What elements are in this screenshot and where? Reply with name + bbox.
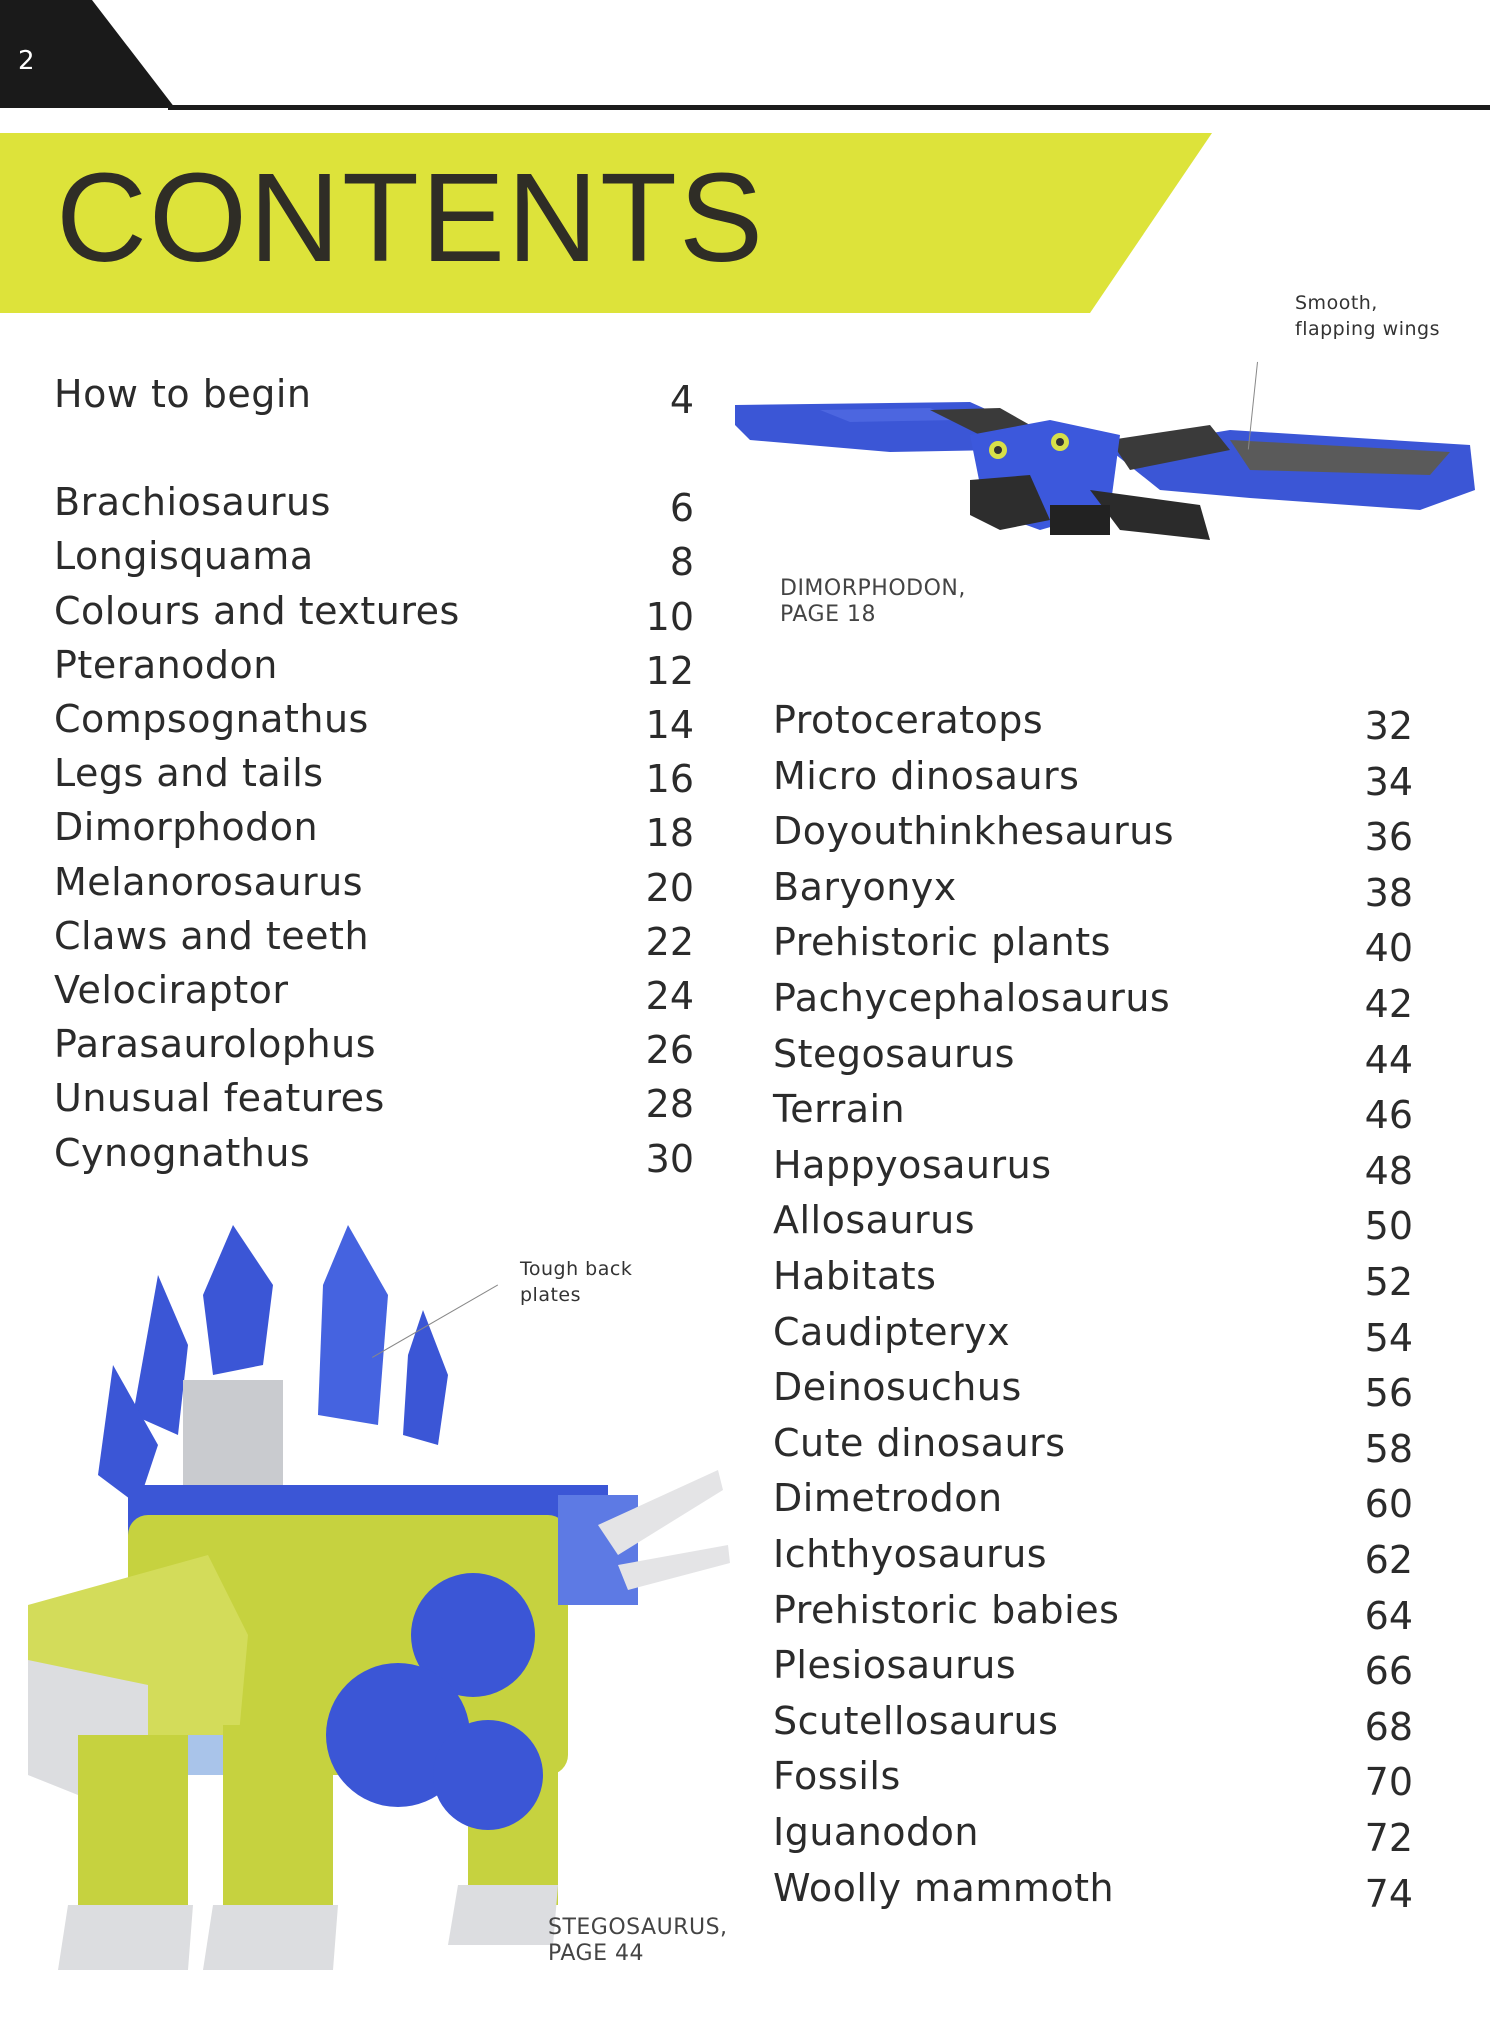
- toc-entry[interactable]: [773, 920, 1413, 974]
- toc-entry-title: Habitats: [773, 1254, 937, 1298]
- toc-entry-title: Colours and textures: [54, 588, 460, 633]
- toc-entry-title: Parasaurolophus: [54, 1022, 377, 1067]
- toc-entry[interactable]: [773, 698, 1413, 752]
- toc-entry-page-number: 32: [1364, 704, 1413, 748]
- page-title: CONTENTS: [56, 147, 765, 288]
- toc-entry[interactable]: [773, 1532, 1413, 1586]
- toc-entry-page-number: 12: [645, 648, 694, 693]
- toc-entry-page-number: 54: [1364, 1315, 1413, 1360]
- toc-entry-title: Plesiosaurus: [773, 1643, 1017, 1688]
- toc-entry[interactable]: [773, 1032, 1413, 1086]
- toc-entry-page-number: 50: [1364, 1204, 1413, 1249]
- toc-entry-title: Deinosuchus: [773, 1365, 1022, 1410]
- toc-entry-page-number: 38: [1364, 870, 1413, 915]
- toc-entry-title: Ichthyosaurus: [773, 1532, 1048, 1576]
- toc-entry[interactable]: [54, 968, 694, 1022]
- toc-entry-title: Woolly mammoth: [773, 1865, 1115, 1910]
- header-rule: [168, 105, 1490, 110]
- toc-entry[interactable]: [54, 372, 694, 426]
- toc-entry-page-number: 62: [1364, 1538, 1413, 1582]
- toc-entry[interactable]: [773, 809, 1413, 863]
- toc-entry-title: Melanorosaurus: [54, 859, 364, 904]
- toc-entry-page-number: 48: [1364, 1148, 1413, 1193]
- toc-entry[interactable]: [773, 1588, 1413, 1642]
- toc-entry-page-number: 4: [669, 378, 694, 422]
- stegosaurus-caption-line2: PAGE 44: [548, 1941, 644, 1966]
- toc-entry-page-number: 40: [1364, 926, 1413, 971]
- dimorphodon-caption-line2: PAGE 18: [780, 602, 876, 627]
- dimorphodon-caption: [780, 576, 966, 628]
- toc-entry[interactable]: [54, 534, 694, 588]
- wings-annotation-line1: Smooth,: [1295, 292, 1378, 314]
- toc-entry[interactable]: [773, 1365, 1413, 1419]
- toc-entry[interactable]: [773, 1198, 1413, 1252]
- toc-entry-page-number: 42: [1364, 982, 1413, 1026]
- toc-entry-page-number: 14: [645, 703, 694, 747]
- toc-entry-title: Baryonyx: [773, 864, 957, 909]
- toc-entry-title: Iguanodon: [773, 1810, 979, 1854]
- toc-entry-title: How to begin: [54, 372, 312, 416]
- toc-entry[interactable]: [773, 1310, 1413, 1364]
- toc-entry-title: Velociraptor: [54, 968, 289, 1012]
- toc-entry-page-number: 74: [1364, 1871, 1413, 1916]
- toc-entry-page-number: 68: [1364, 1704, 1413, 1749]
- toc-entry-title: Longisquama: [54, 534, 314, 579]
- toc-entry-title: Pachycephalosaurus: [773, 976, 1171, 1020]
- toc-entry-page-number: 30: [645, 1136, 694, 1181]
- toc-entry[interactable]: [773, 1643, 1413, 1697]
- toc-entry[interactable]: [773, 1866, 1413, 1920]
- toc-entry-page-number: 60: [1364, 1482, 1413, 1527]
- plates-annotation: [520, 1256, 632, 1308]
- toc-entry-page-number: 20: [645, 865, 694, 910]
- toc-entry-title: Allosaurus: [773, 1198, 976, 1243]
- toc-entry-page-number: 18: [645, 811, 694, 856]
- toc-entry[interactable]: [54, 751, 694, 805]
- toc-entry[interactable]: [54, 697, 694, 751]
- toc-entry[interactable]: [773, 1421, 1413, 1475]
- toc-entry[interactable]: [54, 1022, 694, 1076]
- toc-entry-page-number: 70: [1364, 1760, 1413, 1805]
- toc-entry-page-number: 64: [1364, 1593, 1413, 1638]
- toc-entry-title: Claws and teeth: [54, 913, 370, 958]
- plates-annotation-line2: plates: [520, 1284, 582, 1306]
- toc-entry-title: Pteranodon: [54, 642, 278, 687]
- toc-entry[interactable]: [773, 1254, 1413, 1308]
- toc-entry[interactable]: [773, 865, 1413, 919]
- toc-entry-title: Caudipteryx: [773, 1309, 1011, 1354]
- toc-entry-page-number: 36: [1364, 815, 1413, 860]
- toc-entry-title: Brachiosaurus: [54, 480, 331, 525]
- toc-entry[interactable]: [773, 1810, 1413, 1864]
- plates-annotation-line1: Tough back: [520, 1258, 633, 1280]
- toc-entry-page-number: 66: [1364, 1649, 1413, 1694]
- toc-entry-page-number: 24: [645, 974, 694, 1018]
- toc-entry-page-number: 22: [645, 919, 694, 964]
- toc-entry-title: Scutellosaurus: [773, 1698, 1059, 1743]
- toc-entry[interactable]: [773, 754, 1413, 808]
- toc-entry-title: Legs and tails: [54, 751, 324, 796]
- toc-entry-title: Compsognathus: [54, 697, 369, 741]
- page-number: 2: [18, 46, 35, 76]
- toc-entry-page-number: 46: [1364, 1093, 1413, 1138]
- toc-entry-page-number: 26: [645, 1028, 694, 1073]
- toc-entry[interactable]: [773, 1699, 1413, 1753]
- stegosaurus-model-illustration: [18, 1215, 738, 1970]
- toc-entry-title: Protoceratops: [773, 698, 1044, 742]
- toc-entry[interactable]: [54, 1076, 694, 1130]
- toc-entry[interactable]: [773, 1476, 1413, 1530]
- toc-entry-page-number: 10: [645, 594, 694, 639]
- toc-entry-title: Cute dinosaurs: [773, 1420, 1066, 1465]
- toc-entry-title: Prehistoric plants: [773, 920, 1111, 965]
- toc-entry-page-number: 6: [669, 486, 694, 531]
- toc-entry[interactable]: [54, 1131, 694, 1185]
- toc-entry-title: Doyouthinkhesaurus: [773, 809, 1175, 854]
- toc-entry-page-number: 8: [669, 540, 694, 585]
- stegosaurus-caption: [548, 1915, 728, 1967]
- toc-entry-page-number: 72: [1364, 1816, 1413, 1860]
- toc-entry-page-number: 52: [1364, 1260, 1413, 1304]
- toc-entry-page-number: 56: [1364, 1371, 1413, 1416]
- toc-entry[interactable]: [54, 914, 694, 968]
- toc-entry-page-number: 44: [1364, 1037, 1413, 1082]
- toc-entry-title: Dimorphodon: [54, 805, 319, 850]
- toc-entry-page-number: 28: [645, 1082, 694, 1127]
- toc-entry[interactable]: [773, 1087, 1413, 1141]
- toc-entry[interactable]: [54, 643, 694, 697]
- toc-entry-title: Cynognathus: [54, 1130, 311, 1175]
- toc-entry-title: Happyosaurus: [773, 1142, 1052, 1187]
- dimorphodon-model-illustration: [730, 380, 1490, 560]
- wings-annotation: [1295, 290, 1440, 342]
- dimorphodon-caption-line1: DIMORPHODON,: [780, 576, 966, 601]
- toc-entry[interactable]: [54, 589, 694, 643]
- toc-entry-title: Prehistoric babies: [773, 1587, 1120, 1632]
- toc-entry-page-number: 58: [1364, 1426, 1413, 1471]
- toc-entry-title: Terrain: [773, 1087, 906, 1132]
- toc-entry-title: Unusual features: [54, 1076, 385, 1121]
- toc-entry-page-number: 16: [645, 757, 694, 802]
- toc-entry-page-number: 34: [1364, 759, 1413, 804]
- wings-annotation-line2: flapping wings: [1295, 318, 1440, 340]
- toc-entry-title: Micro dinosaurs: [773, 753, 1080, 798]
- toc-entry[interactable]: [773, 1754, 1413, 1808]
- toc-entry-title: Dimetrodon: [773, 1476, 1003, 1521]
- toc-entry[interactable]: [54, 860, 694, 914]
- toc-entry[interactable]: [773, 1143, 1413, 1197]
- toc-entry[interactable]: [54, 480, 694, 534]
- toc-entry-title: Stegosaurus: [773, 1031, 1015, 1076]
- toc-entry[interactable]: [773, 976, 1413, 1030]
- stegosaurus-caption-line1: STEGOSAURUS,: [548, 1915, 728, 1940]
- toc-entry-title: Fossils: [773, 1754, 901, 1799]
- toc-entry[interactable]: [54, 805, 694, 859]
